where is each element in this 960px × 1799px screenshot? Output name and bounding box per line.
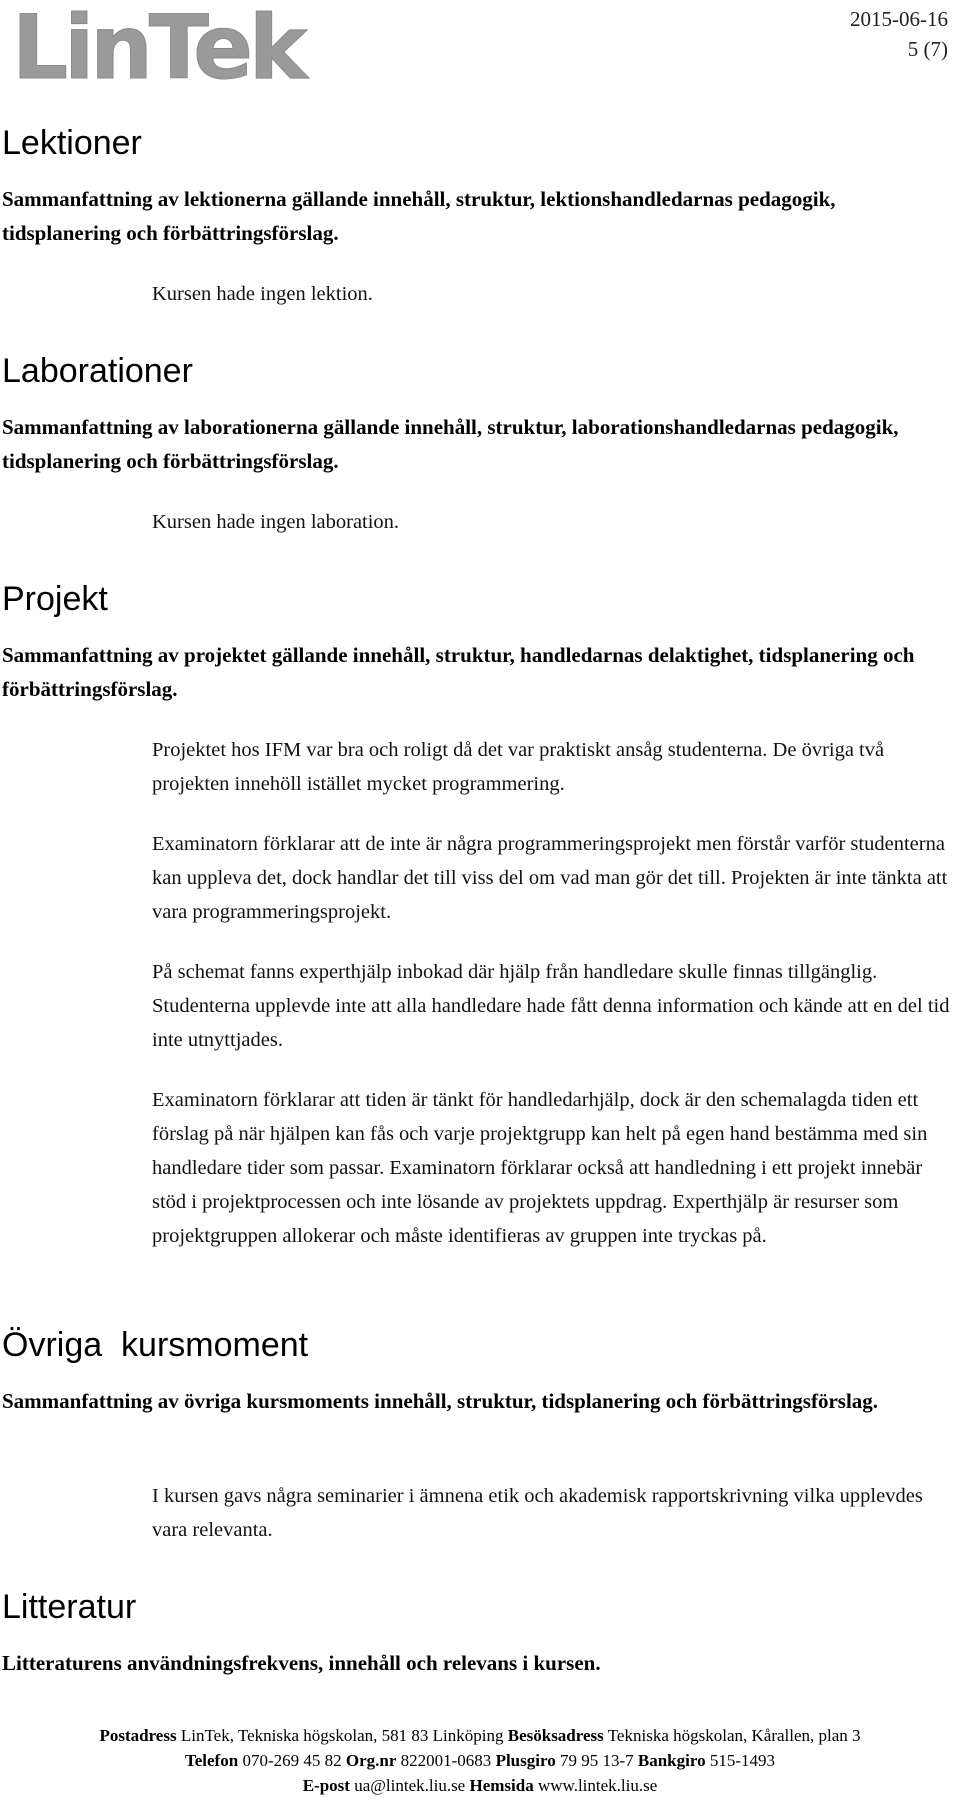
projekt-paragraph-3: På schemat fanns experthjälp inbokad där hjälp från handledare skulle finnas tillgänglig. Studenterna upplevde inte att alla handledare hade fått denna information och kände att en del tid inte utnyttjades. <box>152 961 950 1051</box>
telefon-value: 070-269 45 82 <box>242 1751 342 1770</box>
header-meta <box>850 4 948 64</box>
plusgiro-value: 79 95 13-7 <box>559 1751 634 1770</box>
besoksadress-label: Besöksadress <box>507 1726 604 1745</box>
footer-line-1 <box>0 1723 960 1748</box>
epost-link[interactable]: ua@lintek.liu.se <box>354 1776 466 1795</box>
plusgiro-label: Plusgiro <box>495 1751 556 1770</box>
footer-line-2 <box>0 1748 960 1773</box>
besoksadress-value: Tekniska högskolan, Kårallen, plan 3 <box>607 1726 861 1745</box>
section-title-ovriga: Övriga kursmoment <box>2 1326 309 1364</box>
section-lead-litteratur: Litteraturens användningsfrekvens, innehåll och relevans i kursen. <box>2 1651 601 1675</box>
lintek-logo <box>12 4 322 88</box>
projekt-paragraph-4: Examinatorn förklarar att tiden är tänkt för handledarhjälp, dock är den schemalagda tiden ett förslag på när hjälpen kan fås och varje projektgrupp kan helt på egen hand bestämma med sin handledare tider som passar. Examinatorn förklarar också att handledning i ett projekt innebär stöd i projektprocessen och inte lösande av projektets uppdrag. Experthjälp är resurser som projektgruppen allokerar och måste identifieras av gruppen inte tryckas på. <box>152 1089 928 1247</box>
page-footer <box>0 1723 960 1798</box>
footer-line-3 <box>0 1773 960 1798</box>
orgnr-label: Org.nr <box>345 1751 397 1770</box>
section-lead-laborationer: Sammanfattning av laborationerna gällande innehåll, struktur, laborationshandledarnas pedagogik, tidsplanering och förbättringsförslag. <box>2 415 899 473</box>
orgnr-value: 822001-0683 <box>400 1751 492 1770</box>
document-date: 2015-06-16 <box>850 7 948 31</box>
section-title-lektioner: Lektioner <box>2 124 142 162</box>
hemsida-link[interactable]: www.lintek.liu.se <box>537 1776 658 1795</box>
section-body-ovriga: I kursen gavs några seminarier i ämnena etik och akademisk rapportskrivning vilka upplevdes vara relevanta. <box>152 1485 923 1541</box>
projekt-paragraph-1: Projektet hos IFM var bra och roligt då det var praktiskt ansåg studenterna. De övriga två projekten innehöll istället mycket programmering. <box>152 739 885 795</box>
telefon-label: Telefon <box>184 1751 239 1770</box>
epost-label: E-post <box>302 1776 350 1795</box>
section-title-laborationer: Laborationer <box>2 352 193 390</box>
projekt-paragraph-2: Examinatorn förklarar att de inte är några programmeringsprojekt men förstår varför studenterna kan uppleva det, dock handlar det till viss del om vad man gör det till. Projekten är inte tänkta att vara programmeringsprojekt. <box>152 833 948 923</box>
hemsida-label: Hemsida <box>469 1776 534 1795</box>
section-body-laborationer: Kursen hade ingen laboration. <box>152 511 400 533</box>
section-title-projekt: Projekt <box>2 580 108 618</box>
postadress-value: LinTek, Tekniska högskolan, 581 83 Linköping <box>180 1726 504 1745</box>
postadress-label: Postadress <box>99 1726 177 1745</box>
section-lead-lektioner: Sammanfattning av lektionerna gällande innehåll, struktur, lektionshandledarnas pedagogik, tidsplanering och förbättringsförslag. <box>2 187 836 245</box>
section-title-litteratur: Litteratur <box>2 1588 137 1626</box>
section-body-lektioner: Kursen hade ingen lektion. <box>152 283 373 305</box>
logo-text: LinTek <box>12 4 304 88</box>
section-lead-ovriga: Sammanfattning av övriga kursmoments innehåll, struktur, tidsplanering och förbättringsförslag. <box>2 1389 879 1413</box>
page-number: 5 (7) <box>907 37 948 61</box>
bankgiro-label: Bankgiro <box>637 1751 706 1770</box>
bankgiro-value: 515-1493 <box>709 1751 776 1770</box>
lintek-logo-graphic <box>12 4 322 88</box>
section-lead-projekt: Sammanfattning av projektet gällande innehåll, struktur, handledarnas delaktighet, tidsplanering och förbättringsförslag. <box>2 643 915 701</box>
